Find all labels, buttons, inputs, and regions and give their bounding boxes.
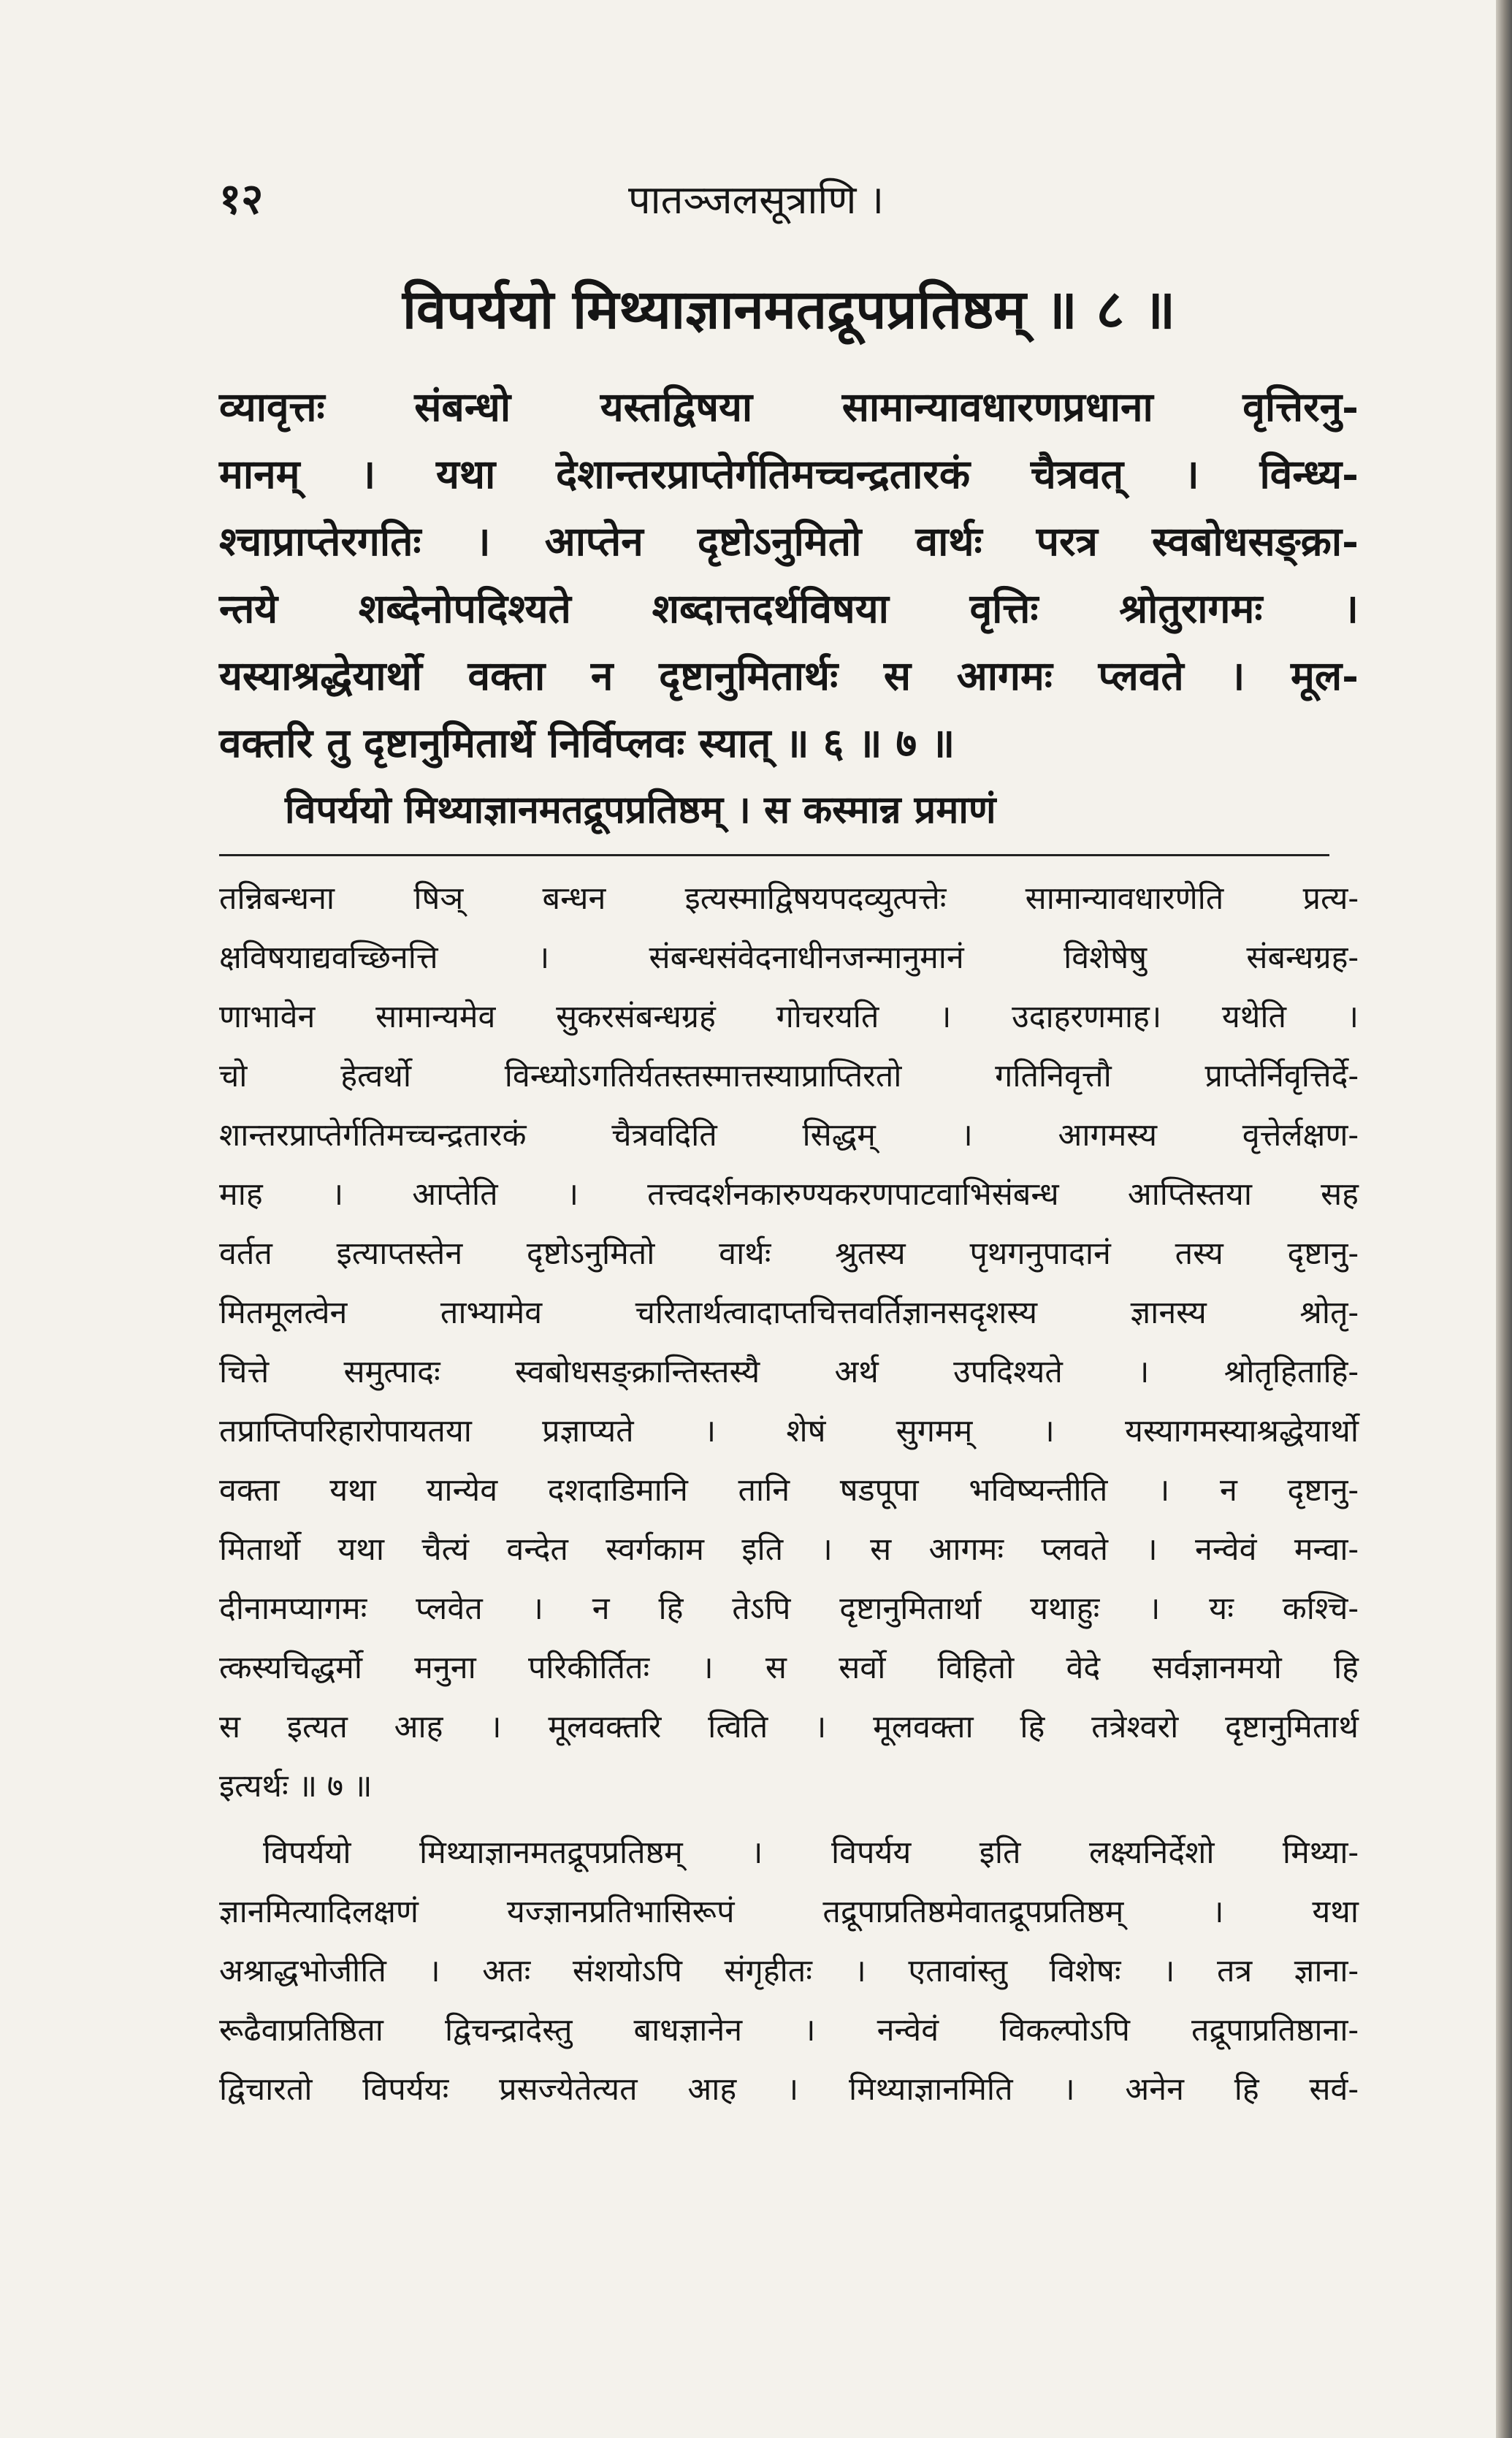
bhashya-line: श्चाप्राप्तेरगतिः । आप्तेन दृष्टोऽनुमितो वार्थः परत्र स्वबोधसङ्क्रा- xyxy=(219,517,1359,565)
commentary-line: वर्तत इत्याप्तस्तेन दृष्टोऽनुमितो वार्थः श्रुतस्य पृथगनुपादानं तस्य दृष्टानु- xyxy=(219,1235,1359,1272)
commentary-line: त्कस्यचिद्धर्मो मनुना परिकीर्तितः । स सर्वो विहितो वेदे सर्वज्ञानमयो हि xyxy=(219,1650,1359,1686)
commentary-line: स इत्यत आह । मूलवक्तरि त्विति । मूलवक्ता हि तत्रेश्वरो दृष्टानुमितार्थ xyxy=(219,1709,1359,1745)
commentary-line: मितमूलत्वेन ताभ्यामेव चरितार्थत्वादाप्तचित्तवर्तिज्ञानसदृशस्य ज्ञानस्य श्रोतृ- xyxy=(219,1295,1359,1331)
commentary-block-1 xyxy=(219,869,1359,1816)
section-divider xyxy=(219,854,1329,856)
bhashya-line: वक्तरि तु दृष्टानुमितार्थे निर्विप्लवः स्यात् ॥ ६ ॥ ७ ॥ xyxy=(219,719,955,766)
bhashya-block xyxy=(219,373,1359,777)
commentary-line: अश्राद्धभोजीति । अतः संशयोऽपि संगृहीतः । एतावांस्तु विशेषः । तत्र ज्ञाना- xyxy=(219,1953,1359,1989)
commentary-line: द्विचारतो विपर्ययः प्रसज्येतेत्यत आह । मिथ्याज्ञानमिति । अनेन हि सर्व- xyxy=(219,2071,1359,2108)
commentary-line: णाभावेन सामान्यमेव सुकरसंबन्धग्रहं गोचरयति । उदाहरणमाह। यथेति । xyxy=(219,999,1359,1035)
page-edge-shadow xyxy=(1496,0,1512,2438)
bhashya-line: मानम् । यथा देशान्तरप्राप्तेर्गतिमच्चन्द्रतारकं चैत्रवत् । विन्ध्य- xyxy=(219,450,1359,498)
commentary-line: शान्तरप्राप्तेर्गतिमच्चन्द्रतारकं चैत्रवदिति सिद्धम् । आगमस्य वृत्तेर्लक्षण- xyxy=(219,1117,1359,1154)
book-page xyxy=(219,161,1359,2119)
commentary-line: वक्ता यथा यान्येव दशदाडिमानि तानि षडपूपा भविष्यन्तीति । न दृष्टानु- xyxy=(219,1472,1359,1509)
page-number: १२ xyxy=(219,174,264,224)
commentary-line: माह । आप्तेति । तत्त्वदर्शनकारुण्यकरणपाटवाभिसंबन्ध आप्तिस्तया सह xyxy=(219,1176,1359,1213)
commentary-line: इत्यर्थः ॥ ७ ॥ xyxy=(219,1768,373,1805)
running-title: पातञ्जलसूत्राणि । xyxy=(628,177,885,223)
commentary-line: चित्ते समुत्पादः स्वबोधसङ्क्रान्तिस्तस्यै अर्थ उपदिश्यते । श्रोतृहिताहि- xyxy=(219,1354,1359,1390)
bhashya-line: व्यावृत्तः संबन्धो यस्तद्विषया सामान्यावधारणप्रधाना वृत्तिरनु- xyxy=(219,383,1359,430)
commentary-line: ज्ञानमित्यादिलक्षणं यज्ज्ञानप्रतिभासिरूपं तद्रूपाप्रतिष्ठमेवातद्रूपप्रतिष्ठम् । यथा xyxy=(219,1894,1359,1930)
commentary-line: विपर्ययो मिथ्याज्ञानमतद्रूपप्रतिष्ठम् । विपर्यय इति लक्ष्यनिर्देशो मिथ्या- xyxy=(263,1835,1359,1871)
commentary-line: रूढैवाप्रतिष्ठिता द्विचन्द्रादेस्तु बाधज्ञानेन । नन्वेवं विकल्पोऽपि तद्रूपाप्रतिष्ठाना- xyxy=(219,2012,1359,2049)
commentary-line: क्षविषयाद्यवच्छिनत्ति । संबन्धसंवेदनाधीनजन्मानुमानं विशेषेषु संबन्धग्रह- xyxy=(219,940,1359,976)
repeat-sutra-line: विपर्ययो मिथ्याज्ञानमतद्रूपप्रतिष्ठम् । स कस्मान्न प्रमाणं xyxy=(285,788,996,832)
commentary-line: दीनामप्यागमः प्लवेत । न हि तेऽपि दृष्टानुमितार्था यथाहुः । यः कश्चि- xyxy=(219,1591,1359,1627)
bhashya-line: यस्याश्रद्धेयार्थो वक्ता न दृष्टानुमितार्थः स आगमः प्लवते । मूल- xyxy=(219,652,1359,699)
bhashya-line: न्तये शब्देनोपदिश्यते शब्दात्तदर्थविषया वृत्तिः श्रोतुरागमः । xyxy=(219,584,1359,632)
commentary-line: तन्निबन्धना षिञ् बन्धन इत्यस्माद्विषयपदव्युत्पत्तेः सामान्यावधारणेति प्रत्य- xyxy=(219,880,1359,917)
commentary-line: चो हेत्वर्थो विन्ध्योऽगतिर्यतस्तस्मात्तस्याप्राप्तिरतो गतिनिवृत्तौ प्राप्तेर्निवृत्तिर्दे- xyxy=(219,1058,1359,1094)
sutra-heading: विपर्ययो मिथ्याज्ञानमतद्रूपप्रतिष्ठम् ॥ ८ ॥ xyxy=(402,278,1176,341)
commentary-block-2 xyxy=(219,1824,1359,2119)
commentary-line: तप्राप्तिपरिहारोपायतया प्रज्ञाप्यते । शेषं सुगमम् । यस्यागमस्याश्रद्धेयार्थो xyxy=(219,1413,1359,1450)
page-header xyxy=(219,161,1359,248)
commentary-line: मितार्थो यथा चैत्यं वन्देत स्वर्गकाम इति । स आगमः प्लवते । नन्वेवं मन्वा- xyxy=(219,1531,1359,1568)
